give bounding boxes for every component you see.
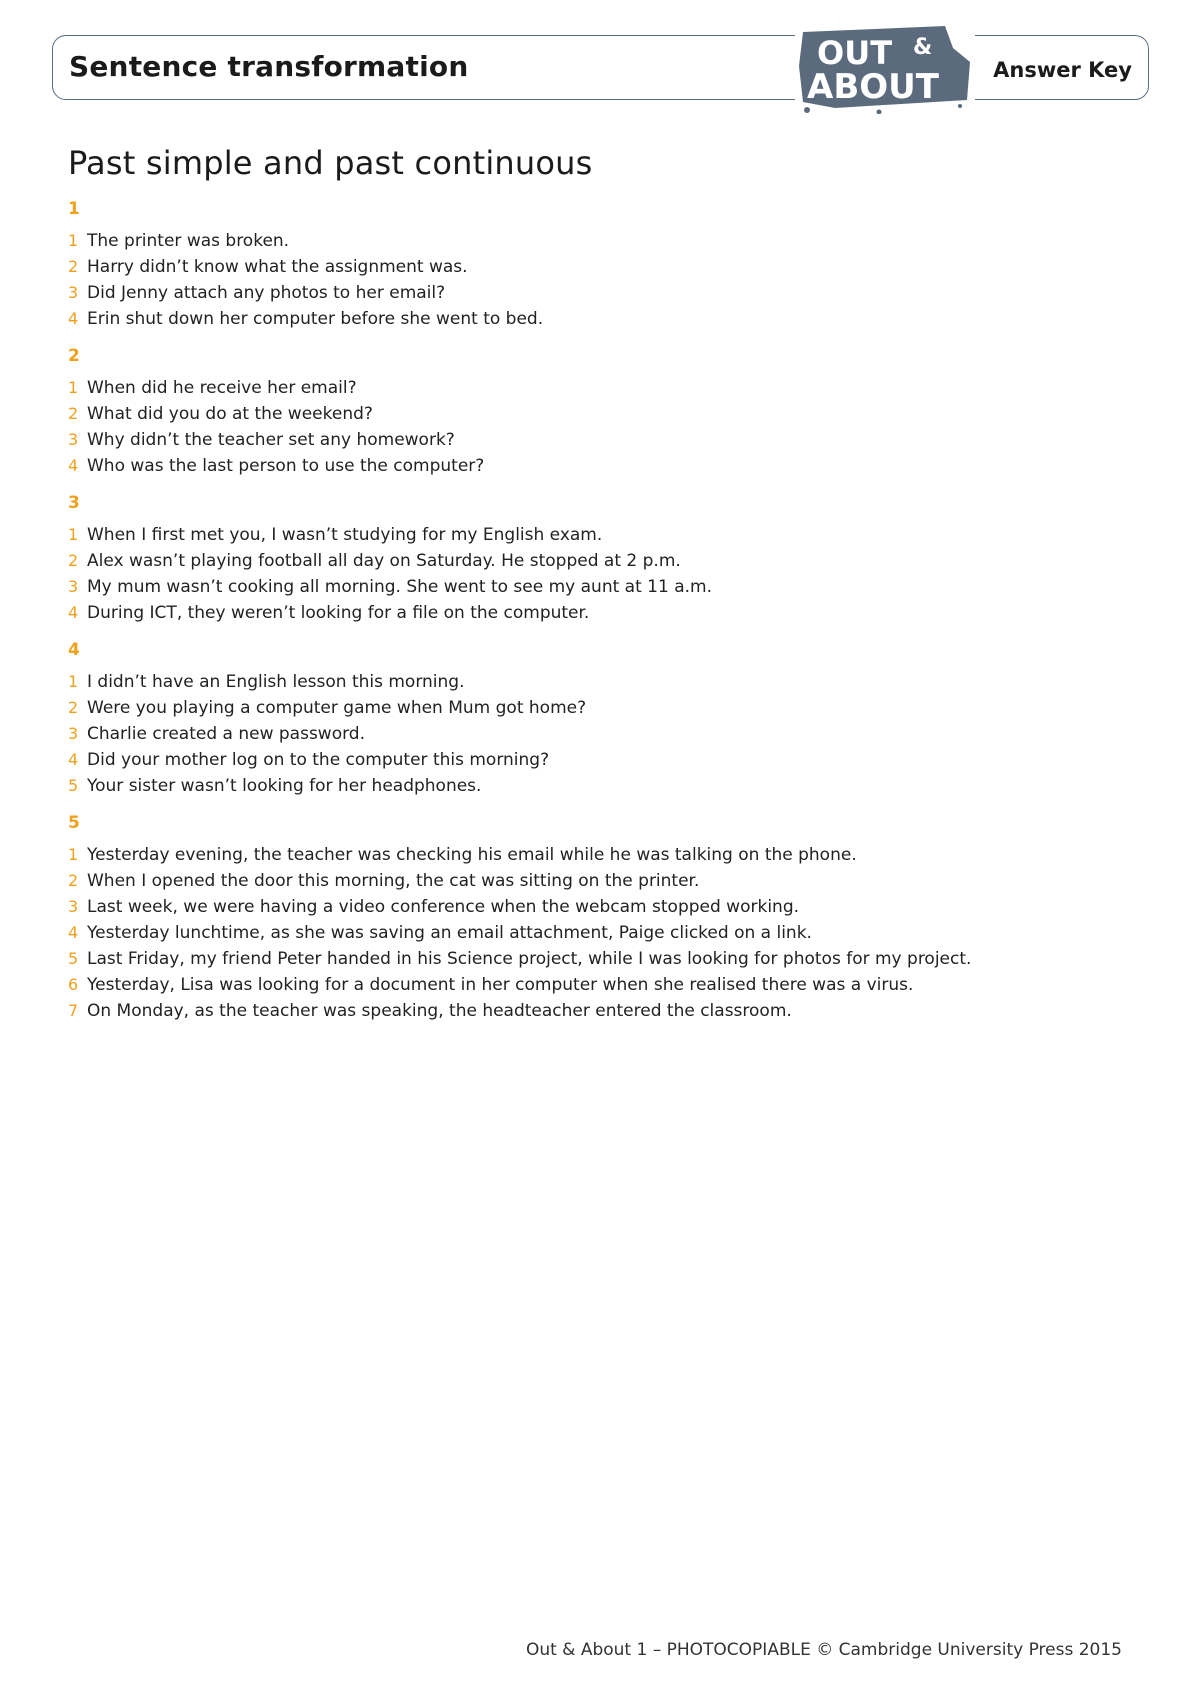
item-text: When I first met you, I wasn’t studying for my English exam. xyxy=(87,525,603,545)
answer-item xyxy=(68,375,1128,401)
answer-item xyxy=(68,946,1128,972)
answer-item xyxy=(68,453,1128,479)
item-text: Charlie created a new password. xyxy=(87,724,365,744)
item-number: 1 xyxy=(68,525,79,544)
item-number: 4 xyxy=(68,923,79,942)
answer-item xyxy=(68,894,1128,920)
answer-item xyxy=(68,401,1128,427)
item-number: 4 xyxy=(68,750,79,769)
answer-item xyxy=(68,998,1128,1024)
item-number: 3 xyxy=(68,724,79,743)
answer-section xyxy=(68,638,1128,799)
answer-section xyxy=(68,344,1128,479)
logo-text-out: OUT xyxy=(817,34,893,72)
answer-key-label: Answer Key xyxy=(993,58,1132,82)
answer-item xyxy=(68,280,1128,306)
item-text: Did Jenny attach any photos to her email? xyxy=(87,283,446,303)
item-text: My mum wasn’t cooking all morning. She went to see my aunt at 11 a.m. xyxy=(87,577,712,597)
item-text: Last Friday, my friend Peter handed in his Science project, while I was looking for photos for my project. xyxy=(87,949,972,969)
item-number: 2 xyxy=(68,257,79,276)
item-number: 1 xyxy=(68,672,79,691)
item-number: 2 xyxy=(68,551,79,570)
item-text: I didn’t have an English lesson this morning. xyxy=(87,672,465,692)
answer-item xyxy=(68,306,1128,332)
answer-item xyxy=(68,574,1128,600)
item-text: Erin shut down her computer before she went to bed. xyxy=(87,309,544,329)
answer-item xyxy=(68,972,1128,998)
item-number: 5 xyxy=(68,776,79,795)
item-text: Last week, we were having a video conference when the webcam stopped working. xyxy=(87,897,800,917)
item-text: Your sister wasn’t looking for her headphones. xyxy=(87,776,482,796)
page-title: Past simple and past continuous xyxy=(68,144,593,182)
out-and-about-logo xyxy=(795,22,975,114)
item-text: Did your mother log on to the computer this morning? xyxy=(87,750,550,770)
item-text: Alex wasn’t playing football all day on Saturday. He stopped at 2 p.m. xyxy=(87,551,681,571)
item-number: 3 xyxy=(68,430,79,449)
item-number: 5 xyxy=(68,949,79,968)
logo-ampersand: & xyxy=(913,35,933,60)
item-number: 3 xyxy=(68,897,79,916)
section-number: 5 xyxy=(68,813,80,833)
answer-item xyxy=(68,868,1128,894)
answer-item xyxy=(68,548,1128,574)
item-number: 3 xyxy=(68,283,79,302)
answer-item xyxy=(68,695,1128,721)
item-text: Yesterday, Lisa was looking for a document in her computer when she realised there was a virus. xyxy=(87,975,914,995)
header-box xyxy=(52,35,1149,100)
item-text: The printer was broken. xyxy=(87,231,290,251)
answer-sections xyxy=(68,197,1128,1036)
item-number: 1 xyxy=(68,231,79,250)
footer-copyright: Out & About 1 – PHOTOCOPIABLE © Cambridge University Press 2015 xyxy=(525,1640,1122,1660)
answer-item xyxy=(68,254,1128,280)
item-number: 2 xyxy=(68,698,79,717)
item-number: 2 xyxy=(68,404,79,423)
item-text: What did you do at the weekend? xyxy=(87,404,373,424)
item-number: 2 xyxy=(68,871,79,890)
item-text: On Monday, as the teacher was speaking, the headteacher entered the classroom. xyxy=(87,1001,792,1021)
answer-item xyxy=(68,427,1128,453)
header-title: Sentence transformation xyxy=(69,50,469,83)
item-number: 1 xyxy=(68,378,79,397)
item-text: When I opened the door this morning, the cat was sitting on the printer. xyxy=(87,871,700,891)
item-text: Yesterday evening, the teacher was checking his email while he was talking on the phone. xyxy=(87,845,857,865)
item-text: Why didn’t the teacher set any homework? xyxy=(87,430,455,450)
logo-graphic xyxy=(795,22,975,114)
logo-text-about: ABOUT xyxy=(807,67,939,107)
answer-item xyxy=(68,920,1128,946)
item-number: 3 xyxy=(68,577,79,596)
item-text: During ICT, they weren’t looking for a file on the computer. xyxy=(87,603,590,623)
answer-item xyxy=(68,522,1128,548)
answer-section xyxy=(68,491,1128,626)
item-number: 6 xyxy=(68,975,79,994)
item-text: Yesterday lunchtime, as she was saving an email attachment, Paige clicked on a link. xyxy=(87,923,812,943)
answer-section xyxy=(68,197,1128,332)
section-number: 2 xyxy=(68,346,80,366)
item-number: 1 xyxy=(68,845,79,864)
section-number: 1 xyxy=(68,199,80,219)
answer-item xyxy=(68,600,1128,626)
answer-item xyxy=(68,747,1128,773)
answer-item xyxy=(68,721,1128,747)
item-number: 4 xyxy=(68,456,79,475)
section-number: 3 xyxy=(68,493,80,513)
answer-item xyxy=(68,842,1128,868)
answer-item xyxy=(68,773,1128,799)
answer-section xyxy=(68,811,1128,1024)
item-number: 7 xyxy=(68,1001,79,1020)
item-text: Harry didn’t know what the assignment was. xyxy=(87,257,468,277)
item-number: 4 xyxy=(68,603,79,622)
item-text: Who was the last person to use the computer? xyxy=(87,456,485,476)
section-number: 4 xyxy=(68,640,80,660)
answer-item xyxy=(68,669,1128,695)
item-number: 4 xyxy=(68,309,79,328)
item-text: Were you playing a computer game when Mum got home? xyxy=(87,698,587,718)
item-text: When did he receive her email? xyxy=(87,378,357,398)
answer-item xyxy=(68,228,1128,254)
